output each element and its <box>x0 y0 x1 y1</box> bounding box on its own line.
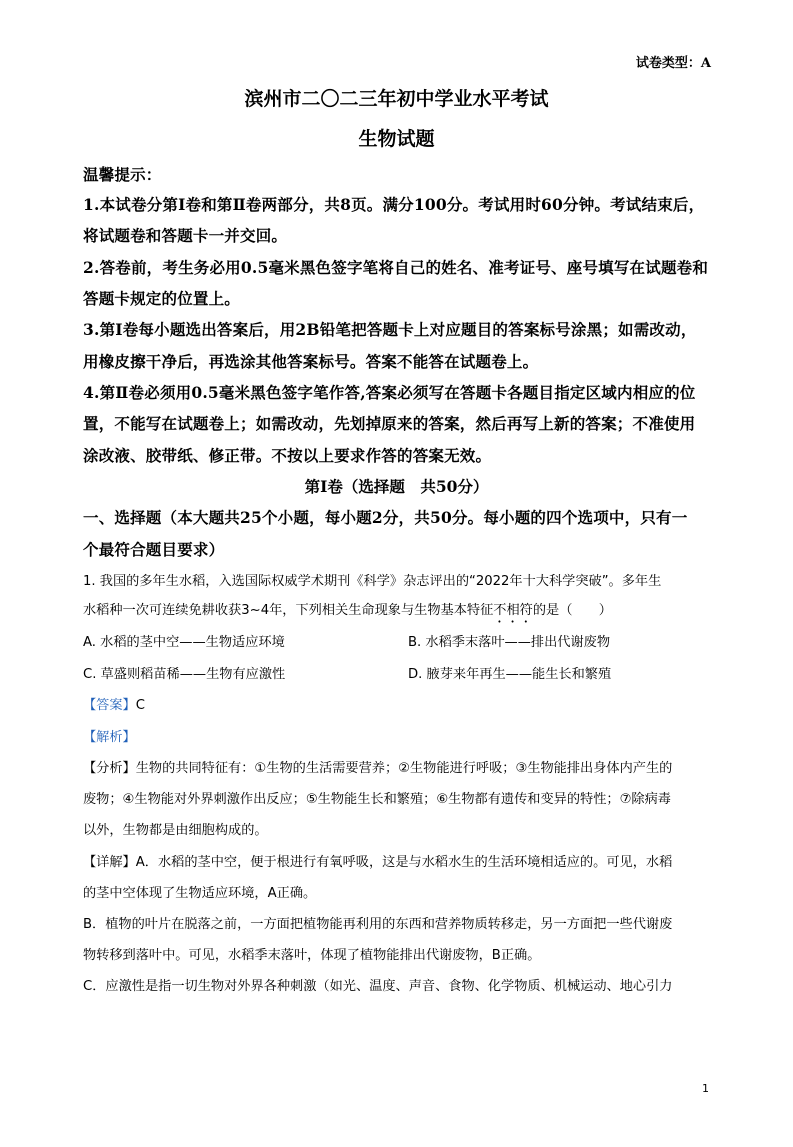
option-b: B. 水稻季末落叶——排出代谢废物 <box>408 635 611 650</box>
analysis-line: 废物；④生物能对外界刺激作出反应；⑤生物能生长和繁殖；⑥生物都有遗传和变异的特性；⑦除病毒 <box>83 792 671 807</box>
option-c: C. 草盛则稻苗稀——生物有应激性 <box>83 667 286 682</box>
notice-heading: 温馨提示： <box>83 165 162 184</box>
paper-type-label: 试卷类型：A <box>635 56 711 71</box>
notice-line: 3.第Ⅰ卷每小题选出答案后，用2B铅笔把答题卡上对应题目的答案标号涂黑；如需改动， <box>83 320 697 339</box>
question-stem-line2 <box>83 599 612 626</box>
notice-line: 1.本试卷分第Ⅰ卷和第Ⅱ卷两部分，共8页。满分100分。考试用时60分钟。考试结束后， <box>83 195 705 214</box>
notice-line: 4.第Ⅱ卷必须用0.5毫米黑色签字笔作答,答案必须写在答题卡各题目指定区域内相应的位 <box>83 383 696 402</box>
option-d: D. 腋芽来年再生——能生长和繁殖 <box>408 667 612 682</box>
detail-line: 物转移到落叶中。可见，水稻季末落叶，体现了植物能排出代谢废物，B正确。 <box>83 948 541 963</box>
option-a: A. 水稻的茎中空——生物适应环境 <box>83 635 285 650</box>
notice-line: 置，不能写在试题卷上；如需改动，先划掉原来的答案，然后再写上新的答案；不准使用 <box>83 414 696 433</box>
detail-line: B．植物的叶片在脱落之前，一方面把植物能再利用的东西和营养物质转移走，另一方面把一些代谢废 <box>83 917 673 932</box>
analysis-line: 【分析】生物的共同特征有：①生物的生活需要营养；②生物能进行呼吸；③生物能排出身体内产生的 <box>83 761 673 776</box>
section-instruction: 个最符合题目要求） <box>83 540 225 559</box>
stem-text: 水稻种一次可连续免耕收获3~4年，下列相关生命现象与生物基本特征 <box>83 603 494 618</box>
notice-line: 将试题卷和答题卡一并交回。 <box>83 226 288 245</box>
section-title: 第Ⅰ卷（选择题 共50分） <box>304 477 489 496</box>
detail-line: C．应激性是指一切生物对外界各种刺激（如光、温度、声音、食物、化学物质、机械运动、地心引力 <box>83 979 673 994</box>
emphasized-text: 不相符 <box>493 603 533 618</box>
notice-line: 2.答卷前，考生务必用0.5毫米黑色签字笔将自己的姓名、准考证号、座号填写在试题卷和 <box>83 258 709 277</box>
section-instruction: 一、选择题（本大题共25个小题，每小题2分，共50分。每小题的四个选项中，只有一 <box>83 508 688 527</box>
detail-line: 【详解】A．水稻的茎中空，便于根进行有氧呼吸，这是与水稻水生的生活环境相适应的。可见，水稻 <box>83 855 673 870</box>
notice-line: 涂改液、胶带纸、修正带。不按以上要求作答的答案无效。 <box>83 446 492 465</box>
exam-title: 滨州市二〇二三年初中学业水平考试 <box>244 88 549 110</box>
subject-title: 生物试题 <box>358 128 435 150</box>
notice-line: 答题卡规定的位置上。 <box>83 289 241 308</box>
stem-text: 的是（ ） <box>532 603 612 618</box>
analysis-line: 以外，生物都是由细胞构成的。 <box>83 823 268 838</box>
answer-line <box>83 694 145 713</box>
question-stem: 1. 我国的多年生水稻，入选国际权威学术期刊《科学》杂志评出的“2022年十大科学突破”。多年生 <box>83 574 662 589</box>
notice-line: 用橡皮擦干净后，再选涂其他答案标号。答案不能答在试题卷上。 <box>83 352 539 371</box>
answer-label: 【答案】 <box>83 698 136 713</box>
detail-line: 的茎中空体现了生物适应环境，A正确。 <box>83 886 317 901</box>
analysis-label: 【解析】 <box>83 730 136 745</box>
answer-value: C <box>135 698 145 713</box>
page-number: 1 <box>702 1082 709 1095</box>
